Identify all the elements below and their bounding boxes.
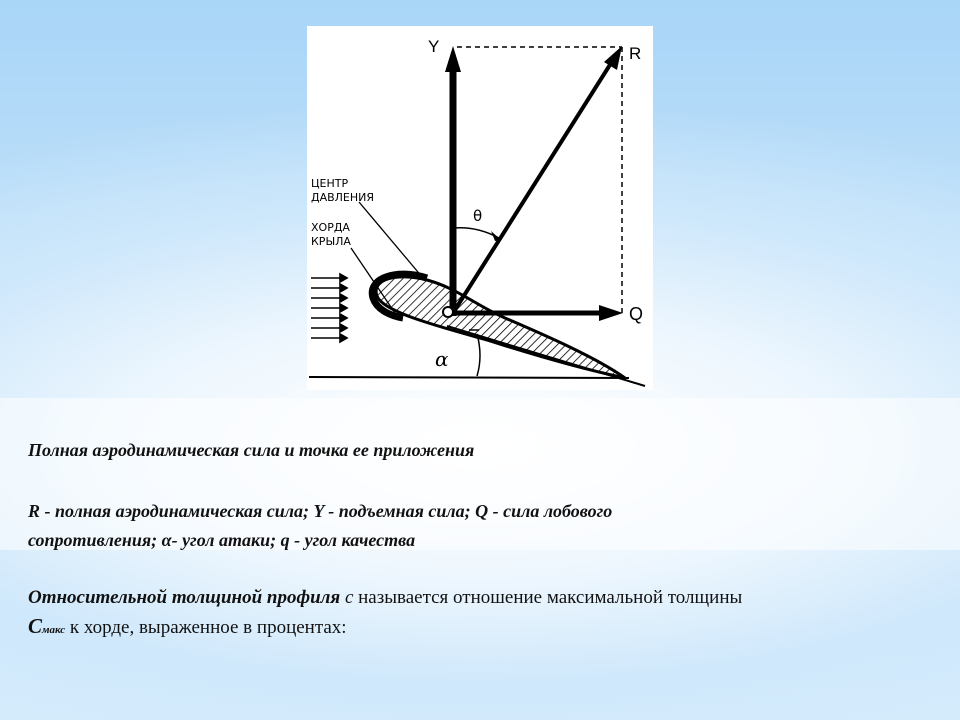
resultant-vector <box>453 60 613 313</box>
drag-arrowhead <box>599 305 623 321</box>
lift-arrowhead <box>445 46 461 72</box>
airfoil-profile <box>376 277 625 378</box>
definition-text1: называется отношение максимальной толщины <box>353 587 743 608</box>
legend-line2-b: - угол атаки; q - угол качества <box>171 530 416 550</box>
definition-term: Относительной толщиной профиля <box>28 587 341 608</box>
y-axis-label: Y <box>428 37 440 56</box>
aerodynamic-force-diagram <box>307 26 653 390</box>
chord-label-line1: ХОРДА <box>311 221 350 234</box>
caption-legend <box>28 497 908 555</box>
legend-line2-a: сопротивления; <box>28 530 162 550</box>
definition-paragraph <box>28 583 948 645</box>
center-label-line2: ДАВЛЕНИЯ <box>311 191 375 204</box>
legend-line1: R - полная аэродинамическая сила; Y - подъемная сила; Q - сила лобового <box>28 501 613 521</box>
chord-label-line2: КРЫЛА <box>311 235 351 248</box>
diagram-svg <box>307 26 653 390</box>
center-of-pressure <box>443 307 453 317</box>
definition-text2: к хорде, выраженное в процентах: <box>65 617 347 638</box>
legend-alpha-symbol: α <box>161 530 172 550</box>
airflow-arrows <box>311 274 347 342</box>
caption-title: Полная аэродинамическая сила и точка ее приложения <box>28 440 475 460</box>
drag-label: Q <box>629 304 644 324</box>
cmax-subscript: макс <box>42 624 66 636</box>
center-leader-line <box>359 202 423 278</box>
cmax-symbol: C <box>28 614 43 638</box>
alpha-arc <box>477 334 480 376</box>
theta-label: θ <box>473 207 483 225</box>
resultant-label: R <box>629 44 642 63</box>
alpha-label: α <box>435 347 449 371</box>
center-label-line1: ЦЕНТР <box>311 177 349 190</box>
definition-symbol: с <box>344 587 354 608</box>
horizontal-reference-line <box>309 377 629 378</box>
